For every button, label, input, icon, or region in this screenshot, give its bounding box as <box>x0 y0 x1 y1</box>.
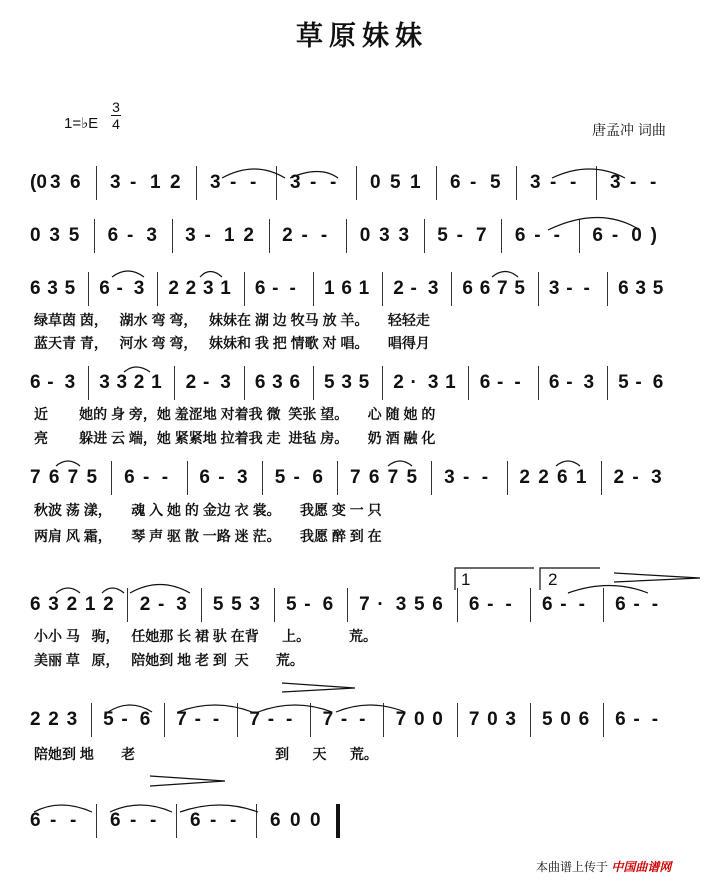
note: 3 <box>220 372 231 393</box>
note: 6 <box>70 172 81 193</box>
note: - <box>456 225 463 246</box>
note: - <box>570 172 577 193</box>
lyric-line: 蓝天青 青， 河水 弯 弯， 妹妹和 我 把 情歌 对 唱。 唱得月 <box>34 335 430 351</box>
note: - <box>340 709 348 730</box>
note: 2 <box>139 594 151 615</box>
note: - <box>126 225 134 246</box>
note: - <box>130 810 137 831</box>
note: 1 <box>324 278 335 299</box>
note: 3 <box>116 372 128 393</box>
note: 6 <box>322 594 334 615</box>
note: 0 <box>290 810 301 831</box>
note: - <box>462 467 470 488</box>
note: 2 <box>66 594 78 615</box>
note: 5 <box>542 709 553 730</box>
note: 7 <box>30 467 41 488</box>
note: · <box>410 372 417 393</box>
note: - <box>505 594 512 615</box>
note: 3 <box>427 278 439 299</box>
note: - <box>497 372 504 393</box>
note: - <box>230 172 237 193</box>
note: 3 <box>237 467 248 488</box>
note: 2 <box>48 709 59 730</box>
note: 7 <box>350 467 361 488</box>
note: - <box>487 594 494 615</box>
note: 6 <box>124 467 135 488</box>
note: 1 <box>151 372 162 393</box>
time-top: 3 <box>112 99 120 115</box>
note: 6 <box>462 278 473 299</box>
note: - <box>267 709 275 730</box>
note: 6 <box>618 278 629 299</box>
note: - <box>70 810 77 831</box>
note: 6 <box>199 467 210 488</box>
note: 3 <box>249 594 260 615</box>
note: 7 <box>497 278 508 299</box>
volta-second: 2 <box>548 570 558 589</box>
note: 3 <box>50 172 61 193</box>
note: - <box>359 709 366 730</box>
note: 6 <box>368 467 380 488</box>
note: 0 <box>370 172 381 193</box>
note: 6 <box>289 372 301 393</box>
note: 3 <box>48 594 59 615</box>
note: 2 <box>538 467 549 488</box>
note: 3 <box>651 467 662 488</box>
note: - <box>534 225 541 246</box>
note: - <box>130 172 137 193</box>
note: 3 <box>185 225 196 246</box>
note: 7 <box>322 709 334 730</box>
note: - <box>116 278 123 299</box>
note: - <box>230 810 237 831</box>
note: 6 <box>30 594 41 615</box>
note: 2 <box>185 278 197 299</box>
note: - <box>218 467 225 488</box>
note: 3 <box>635 278 646 299</box>
note: 6 <box>557 467 568 488</box>
note: 7 <box>387 467 399 488</box>
note: - <box>635 372 642 393</box>
note: - <box>410 278 417 299</box>
note: - <box>202 372 210 393</box>
note: - <box>566 278 573 299</box>
note: 5 <box>68 225 80 246</box>
note: - <box>578 594 585 615</box>
note: 1 <box>223 225 235 246</box>
note: 6 <box>341 278 352 299</box>
note: 6 <box>30 372 41 393</box>
note: 3 <box>110 172 121 193</box>
note: 6 <box>578 709 590 730</box>
note: 2 <box>613 467 625 488</box>
lyric-line: 亮 躲进 云 端，她 紧紧地 拉着我 走 进毡 房。 奶 酒 融 化 <box>34 430 436 446</box>
note: - <box>310 172 317 193</box>
note: 3 <box>210 172 221 193</box>
note: 0 <box>359 225 371 246</box>
note: 5 <box>64 278 76 299</box>
note: 2 <box>282 225 293 246</box>
note: 2 <box>519 467 530 488</box>
note: 6 <box>652 372 664 393</box>
note: - <box>272 278 279 299</box>
note: 2 <box>133 372 145 393</box>
lyric-line: 小小 马 驹， 任她那 长 裙 驮 在背 上。 荒。 <box>34 628 378 644</box>
note: 6 <box>107 225 119 246</box>
note: 1 <box>410 172 421 193</box>
note: 3 <box>176 594 187 615</box>
note: 6 <box>450 172 461 193</box>
note: 3 <box>47 278 58 299</box>
note: 7 <box>249 709 260 730</box>
note: 6 <box>615 594 626 615</box>
note: 0 <box>30 225 41 246</box>
note: 1 <box>575 467 587 488</box>
note: ) <box>650 225 657 246</box>
note: 6 <box>479 278 491 299</box>
note: - <box>632 467 639 488</box>
note: - <box>204 225 211 246</box>
note: 6 <box>254 278 266 299</box>
note: 5 <box>358 372 370 393</box>
note: - <box>651 709 659 730</box>
note: 6 <box>270 810 281 831</box>
lyric-line: 近 她的 身 旁，她 羞涩地 对着我 微 笑张 望。 心 随 她 的 <box>34 406 436 422</box>
note: 5 <box>618 372 629 393</box>
note: 6 <box>139 709 151 730</box>
note: 5 <box>231 594 242 615</box>
key-signature: 1=♭E <box>64 115 99 132</box>
time-bottom: 4 <box>112 116 120 132</box>
note: 3 <box>272 372 283 393</box>
note: 2 <box>103 594 114 615</box>
lyric-line: 美丽 草 原， 陪她到 地 老 到 天 荒。 <box>34 652 304 668</box>
composer-credit: 唐孟冲 词曲 <box>592 122 666 138</box>
note: 1 <box>445 372 456 393</box>
note: 6 <box>254 372 266 393</box>
note: - <box>630 172 637 193</box>
note: - <box>583 278 590 299</box>
note: - <box>289 278 296 299</box>
note: 0 <box>432 709 443 730</box>
note: 6 <box>312 467 323 488</box>
note: - <box>210 810 217 831</box>
note: 6 <box>190 810 201 831</box>
note: 1 <box>84 594 96 615</box>
note: - <box>304 594 311 615</box>
note: 3 <box>64 372 76 393</box>
note: (0 <box>30 172 47 193</box>
note: 5 <box>286 594 297 615</box>
note: - <box>47 372 54 393</box>
note: 7 <box>67 467 79 488</box>
note: - <box>194 709 201 730</box>
note: 3 <box>99 372 110 393</box>
note: 3 <box>398 225 410 246</box>
note: 5 <box>103 709 114 730</box>
note: - <box>250 172 257 193</box>
note: - <box>121 709 128 730</box>
note: 5 <box>212 594 224 615</box>
note: - <box>286 709 293 730</box>
note: - <box>320 225 328 246</box>
note: 5 <box>514 278 525 299</box>
note: - <box>560 594 567 615</box>
note: 5 <box>406 467 418 488</box>
lyric-line: 绿草茵 茵， 湖水 弯 弯， 妹妹在 湖 边 牧马 放 羊。 轻轻走 <box>34 312 430 328</box>
lyric-line: 秋波 荡 漾， 魂 入 她 的 金边 衣 裳。 我愿 变 一 只 <box>34 502 382 518</box>
note: 6 <box>542 594 553 615</box>
note: 6 <box>110 810 121 831</box>
note: 6 <box>479 372 491 393</box>
note: 5 <box>414 594 425 615</box>
note: 6 <box>592 225 603 246</box>
note: 7 <box>476 225 487 246</box>
note: 3 <box>379 225 390 246</box>
note: 1 <box>220 278 231 299</box>
note: - <box>633 709 640 730</box>
footer-uploaded: 本曲谱上传于 <box>536 860 609 874</box>
note: 0 <box>631 225 642 246</box>
note: 2 <box>30 709 41 730</box>
note: 2 <box>168 278 179 299</box>
note: - <box>566 372 573 393</box>
note: 3 <box>548 278 560 299</box>
note: - <box>651 594 659 615</box>
note: 7 <box>468 709 480 730</box>
note: 2 <box>170 172 181 193</box>
note: 3 <box>427 372 439 393</box>
note: 2 <box>185 372 197 393</box>
note: 0 <box>487 709 498 730</box>
song-title: 草原妹妹 <box>296 21 428 51</box>
note: 3 <box>49 225 60 246</box>
note: 3 <box>610 172 621 193</box>
footer <box>536 858 671 875</box>
note: 5 <box>86 467 98 488</box>
note: 5 <box>390 172 401 193</box>
note: 5 <box>652 278 664 299</box>
note: 5 <box>324 372 335 393</box>
volta-first: 1 <box>461 570 471 589</box>
note: 3 <box>583 372 595 393</box>
note: 3 <box>341 372 352 393</box>
note: - <box>553 225 560 246</box>
note: 2 <box>393 278 404 299</box>
note: 3 <box>290 172 301 193</box>
lyric-line: 两肩 风 霜， 琴 声 驱 散 一路 迷 茫。 我愿 醉 到 在 <box>34 528 382 544</box>
note: 3 <box>66 709 78 730</box>
note: - <box>212 709 220 730</box>
note: - <box>142 467 150 488</box>
note: 6 <box>99 278 110 299</box>
note: 2 <box>243 225 254 246</box>
note: 6 <box>30 278 41 299</box>
note: - <box>611 225 619 246</box>
note: 2 <box>393 372 404 393</box>
note: 6 <box>468 594 480 615</box>
note: 6 <box>615 709 626 730</box>
note: - <box>330 172 337 193</box>
note: 3 <box>444 467 455 488</box>
note: 6 <box>548 372 560 393</box>
note: 0 <box>310 810 321 831</box>
note: 3 <box>395 594 407 615</box>
lyric-line: 陪她到 地 老 到 天 荒。 <box>34 746 378 762</box>
note: 6 <box>30 810 41 831</box>
note: 0 <box>560 709 571 730</box>
note: 5 <box>274 467 286 488</box>
note: 5 <box>437 225 448 246</box>
note: 3 <box>202 278 214 299</box>
note: - <box>514 372 521 393</box>
note: 1 <box>150 172 161 193</box>
note: 1 <box>358 278 370 299</box>
note: 7 <box>359 594 370 615</box>
note: - <box>481 467 489 488</box>
note: - <box>550 172 557 193</box>
note: 7 <box>395 709 407 730</box>
note: 3 <box>146 225 157 246</box>
note: 3 <box>505 709 516 730</box>
note: - <box>293 467 300 488</box>
note: - <box>161 467 169 488</box>
note: - <box>633 594 640 615</box>
note: 3 <box>133 278 145 299</box>
note: - <box>150 810 157 831</box>
note: 6 <box>48 467 60 488</box>
note: 6 <box>514 225 526 246</box>
note: 5 <box>490 172 501 193</box>
note: 7 <box>176 709 187 730</box>
note: - <box>650 172 657 193</box>
note: - <box>301 225 308 246</box>
site-brand: 中国曲谱网 <box>611 860 672 874</box>
note: - <box>158 594 165 615</box>
note: · <box>377 594 384 615</box>
note: 6 <box>432 594 443 615</box>
note: 0 <box>414 709 425 730</box>
note: 3 <box>530 172 541 193</box>
note: - <box>470 172 477 193</box>
note: - <box>50 810 57 831</box>
